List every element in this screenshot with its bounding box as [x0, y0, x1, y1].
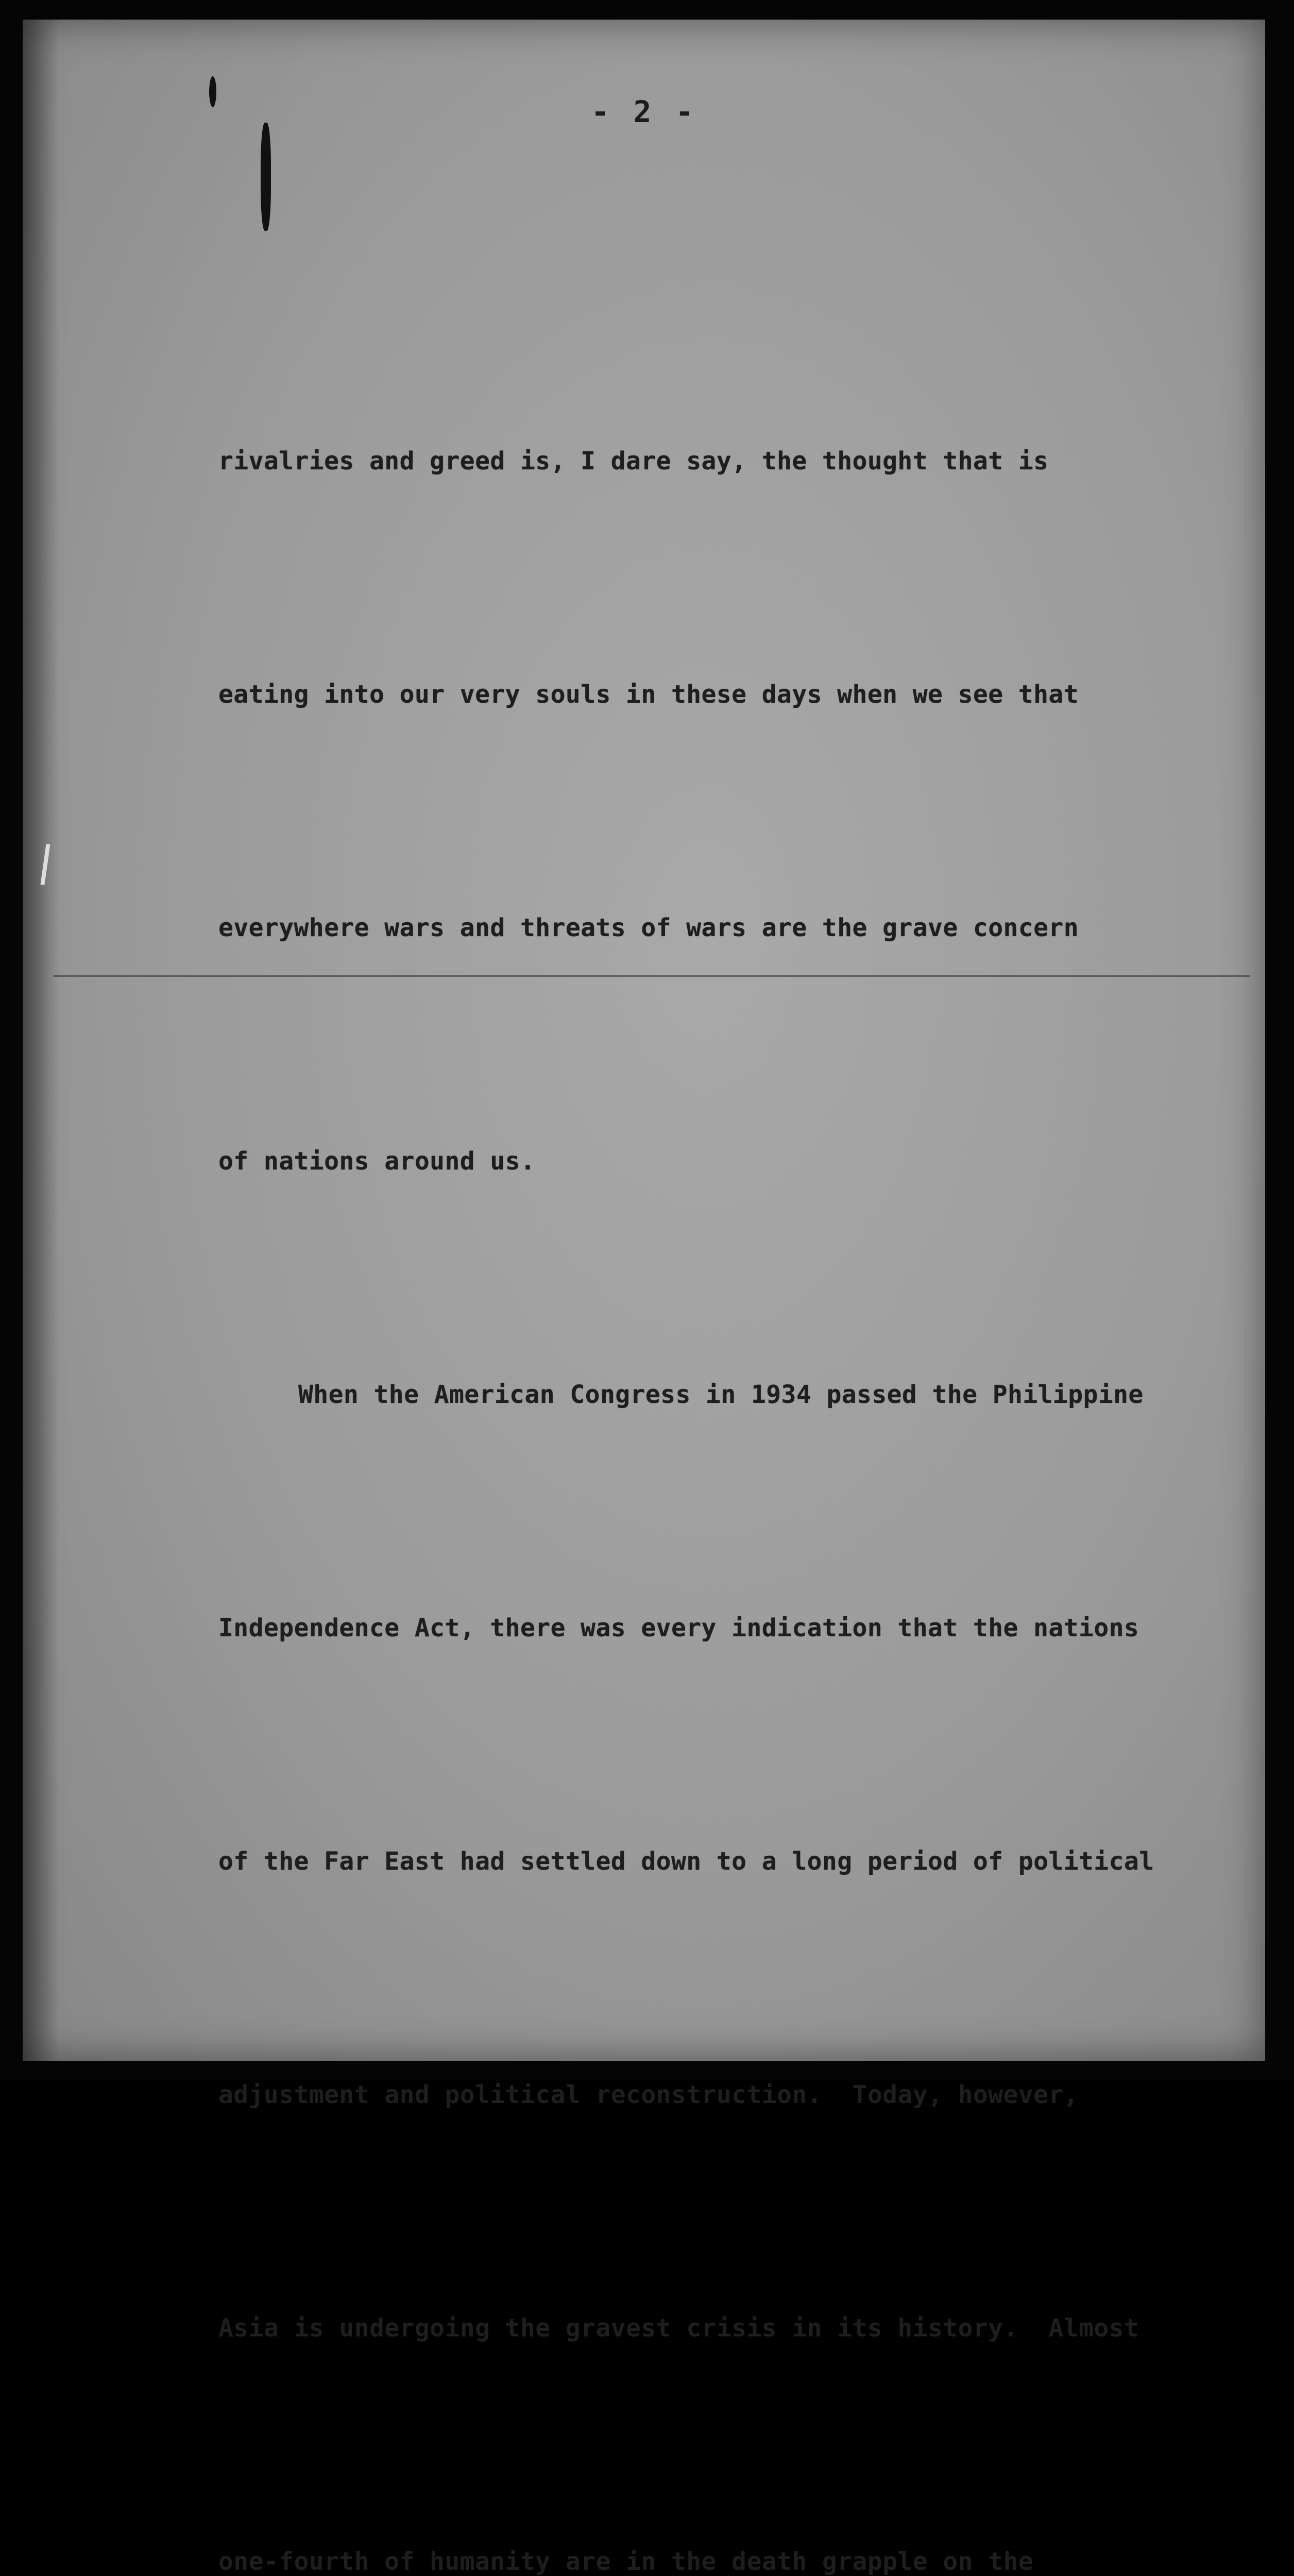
text-line: When the American Congress in 1934 passed the Philippine [298, 1380, 1144, 1409]
text-line: everywhere wars and threats of wars are the grave concern [218, 913, 1079, 942]
text-line: of the Far East had settled down to a long period of political [218, 1847, 1154, 1876]
text-line: Asia is undergoing the gravest crisis in its history. Almost [218, 2314, 1139, 2343]
text-line: Independence Act, there was every indication that the nations [218, 1614, 1139, 1642]
text-line: eating into our very souls in these days when we see that [218, 680, 1079, 709]
text-line: adjustment and political reconstruction. Today, however, [218, 2080, 1079, 2109]
text-line: of nations around us. [218, 1147, 536, 1176]
body-text [218, 267, 1238, 2576]
document-page [23, 20, 1265, 2576]
page-edge-shadow [23, 20, 59, 2061]
ink-blot-mark [261, 123, 271, 231]
text-line: rivalries and greed is, I dare say, the thought that is [218, 447, 1049, 476]
page-number: - 2 - [591, 94, 697, 129]
text-line: one-fourth of humanity are in the death grapple on the [218, 2547, 1034, 2576]
